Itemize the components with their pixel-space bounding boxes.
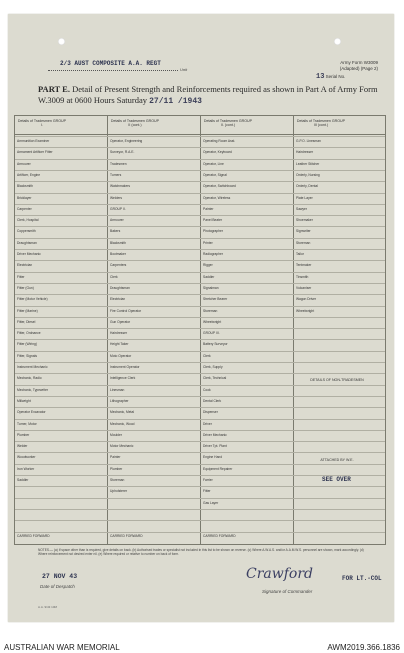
- group-header-1: Details of Tradesmen GROUP I.: [17, 119, 67, 128]
- trade-label: Plate Layer: [296, 195, 313, 200]
- trade-label: Shoemaker: [296, 218, 313, 223]
- trade-label: Blacksmith: [17, 184, 33, 189]
- table-row: [15, 136, 385, 137]
- serial-label: Serial No.: [325, 74, 346, 79]
- trade-label: Operator, Line: [203, 161, 224, 166]
- trade-label: Carpenter: [17, 206, 32, 211]
- carried-forward-label: CARRIED FORWARD: [17, 534, 50, 538]
- trade-label: Carpenters: [110, 263, 127, 268]
- trade-label: Farrier: [203, 478, 213, 482]
- commander-signature: Crawford: [246, 566, 313, 582]
- trade-label: Driver Mechanic: [17, 252, 41, 256]
- trade-label: Upholsterer: [110, 489, 128, 494]
- trade-label: Fitter, Ordnance: [17, 331, 41, 336]
- table-row: [15, 396, 385, 397]
- trade-label: Storeman: [203, 308, 218, 313]
- trade-label: Equipment Repairer: [203, 466, 233, 471]
- trade-label: Operator, Signal: [203, 172, 227, 177]
- caption-right: AWM2019.366.1836: [327, 643, 400, 652]
- trade-label: Gas Layer: [203, 500, 219, 505]
- print-code: A.A. 9/43 10M: [38, 605, 58, 609]
- trade-label: GROUP III.: [203, 331, 220, 336]
- trade-label: Clerk, Supply: [203, 365, 223, 369]
- trade-label: Hairdresser: [296, 150, 314, 155]
- trade-label: Iron Worker: [17, 466, 35, 471]
- table-row: [15, 532, 385, 533]
- trade-label: Coppersmith: [17, 229, 36, 234]
- table-row: [15, 373, 385, 374]
- army-form-number: Army Form W3009: [340, 60, 378, 65]
- trade-label: Clerk: [203, 353, 211, 358]
- trade-label: Tentmaker: [296, 263, 312, 268]
- trade-label: Plumber: [110, 466, 123, 471]
- trade-label: Wheelwright: [296, 308, 315, 313]
- table-row: [15, 249, 385, 250]
- trade-label: Instrument Mechanic: [17, 365, 48, 369]
- trade-label: Fitter (Marine): [17, 308, 38, 313]
- table-row: [15, 328, 385, 329]
- trade-label: Storeman: [110, 478, 125, 482]
- trade-label: Operator, Engineering: [110, 139, 143, 143]
- trade-label: Mechanic, Typewriter: [17, 387, 49, 392]
- trade-label: GROUP II.: [110, 206, 126, 211]
- trade-label: Mechanic, Metal: [110, 410, 135, 415]
- trade-label: Moulder: [110, 432, 122, 437]
- trade-label: Woodworker: [17, 455, 36, 460]
- trade-label: Armourer: [110, 218, 124, 223]
- trade-label: Driver: [203, 421, 212, 426]
- trade-label: Tradesmen: [110, 161, 127, 166]
- table-row: [15, 181, 385, 182]
- table-row: [15, 272, 385, 273]
- trade-label: Fitter: [17, 274, 25, 279]
- signature-label: Signature of Commander: [262, 589, 313, 594]
- trade-label: Printer: [203, 240, 213, 245]
- trade-label: Cook: [203, 387, 211, 392]
- trade-label: Turners: [110, 172, 122, 177]
- table-row: [15, 226, 385, 227]
- trade-label: Armourer: [17, 161, 31, 166]
- serial-number: 13: [316, 73, 325, 81]
- trade-label: Welder: [17, 444, 28, 449]
- trade-label: Painter: [203, 206, 214, 211]
- unit-underline: [48, 70, 178, 71]
- trade-label: Driver Tpt. Plant: [203, 444, 227, 449]
- title-text: Detail of Present Strength and Reinforcements required as shown in Part A of Army Form W.3009 at 0600 Hours Saturday: [38, 84, 378, 105]
- trade-label: Operator, Wireless: [203, 195, 231, 200]
- table-row: [15, 170, 385, 171]
- perforation-strip: [8, 0, 394, 15]
- trade-label: Draughtsman: [110, 285, 130, 290]
- trade-label: Wheelwright: [203, 319, 222, 324]
- trade-label: Motor Mechanic: [110, 444, 134, 449]
- trade-label: Fitter (Wiring): [17, 342, 37, 347]
- signature-suffix: FOR LT.-COL: [342, 575, 382, 582]
- form-notes: NOTES.— (a) If space other than is required, give details on back. (b) Authorised trades or specialist not included in this list to be shown on reverse. (c) Where A.W.A.S. and/or A.A.M.W.S. personnel are shown, mark accordingly. (d) Where reinforcement not desired enter nil. (e) Where required or relative to number on back of form.: [38, 548, 364, 557]
- trade-label: Wagon Driver: [296, 297, 317, 302]
- trade-label: Electrician: [17, 263, 33, 268]
- trade-label: Photographer: [203, 229, 223, 234]
- table-row: [15, 362, 385, 363]
- table-row: [15, 452, 385, 453]
- trade-label: Gun Operator: [110, 319, 131, 324]
- trade-label: Orderly, Dental: [296, 184, 318, 189]
- trade-label: Plumber: [17, 432, 30, 437]
- trade-label: Moto Operator: [110, 353, 132, 358]
- trade-label: G.P.O. Linesman: [296, 139, 321, 143]
- table-row: [15, 159, 385, 160]
- table-row: [15, 407, 385, 408]
- trade-label: Height Taker: [110, 342, 129, 347]
- trade-label: Leather Stitcher: [296, 161, 320, 166]
- table-row: [15, 294, 385, 295]
- trade-label: Engine Hand: [203, 455, 223, 460]
- trade-label: Watchmakers: [110, 184, 131, 189]
- table-row: [15, 498, 385, 499]
- table-row: [15, 260, 385, 261]
- serial-box: [316, 73, 378, 81]
- trade-label: Draughtsman: [17, 240, 37, 245]
- trade-label: Operator, Keyboard: [203, 150, 232, 155]
- trade-label: Saddler: [17, 478, 29, 482]
- trade-label: Stretcher Bearer: [203, 297, 228, 302]
- trade-label: Welders: [110, 195, 123, 200]
- trade-label: Operating Room Asst.: [203, 139, 236, 143]
- table-row: [15, 385, 385, 386]
- attached-by-we: ATTACHED BY W.E.: [320, 458, 354, 462]
- table-row: [15, 464, 385, 465]
- table-row: [15, 351, 385, 352]
- trade-label: Saddler: [203, 274, 215, 279]
- title-part: PART E.: [38, 84, 70, 94]
- trade-label: Ammunition Examiner: [17, 139, 50, 143]
- trade-label: Dental Clerk: [203, 398, 222, 403]
- trade-label: Tailor: [296, 252, 304, 256]
- table-row: [15, 520, 385, 521]
- table-row: [15, 283, 385, 284]
- trade-label: Dispenser: [203, 410, 218, 415]
- trade-label: Signwriter: [296, 229, 311, 234]
- despatch-date: 27 NOV 43: [42, 573, 78, 580]
- trade-label: Driver Mechanic: [203, 432, 227, 437]
- trade-label: Panel Beater: [203, 218, 223, 223]
- trade-label: Intelligence Clerk: [110, 376, 136, 381]
- trade-label: Lithographer: [110, 398, 129, 403]
- table-row: [15, 204, 385, 205]
- trade-label: Mechanic, Radio: [17, 376, 42, 381]
- trade-label: Mechanic, Wood: [110, 421, 135, 426]
- table-row: [15, 430, 385, 431]
- trade-label: Hairdresser: [110, 331, 128, 336]
- trade-label: Painter: [110, 455, 121, 460]
- carried-forward-label: CARRIED FORWARD: [203, 534, 236, 538]
- army-form-sub: (Adapted) (Page 2): [339, 65, 378, 71]
- trade-label: Operator Excavator: [17, 410, 46, 415]
- trade-label: Linesman: [110, 387, 125, 392]
- punch-hole: [58, 38, 65, 45]
- unit-label: Unit: [180, 67, 188, 72]
- see-over-stamp: SEE OVER: [322, 476, 351, 483]
- trade-label: Clerk, Technical: [203, 376, 227, 381]
- despatch-label: Date of Despatch: [40, 584, 75, 589]
- punch-hole: [334, 38, 341, 45]
- title-date: 27/11 /1943: [149, 97, 202, 106]
- trade-label: Fire Control Operator: [110, 308, 142, 313]
- trade-label: Storeman: [296, 240, 311, 245]
- trade-label: Surveyor, R.A.E.: [110, 150, 135, 155]
- form-title: [38, 84, 378, 107]
- group-header-2: Details of Tradesmen GROUP II (cont.): [110, 119, 160, 128]
- group-header-4: Details of Tradesmen GROUP III (cont.): [296, 119, 346, 128]
- table-row: [15, 441, 385, 442]
- trade-label: Signalman: [203, 285, 219, 290]
- trade-label: Fitter, Diesel: [17, 319, 36, 324]
- trade-label: Sawyer: [296, 206, 307, 211]
- trade-label: Electrician: [110, 297, 126, 302]
- caption-left: AUSTRALIAN WAR MEMORIAL: [4, 643, 120, 652]
- trade-label: Artificer, Engine: [17, 172, 41, 177]
- table-row: [15, 317, 385, 318]
- table-row: [15, 215, 385, 216]
- table-row: [15, 193, 385, 194]
- trade-label: Blacksmith: [110, 240, 126, 245]
- trade-label: Clerk, Hospital: [17, 218, 39, 223]
- unit-name: 2/3 AUST COMPOSITE A.A. REGT: [60, 60, 161, 67]
- trade-label: Fitter, Signals: [17, 353, 37, 358]
- group-header-3: Details of Tradesmen GROUP II. (cont.): [203, 119, 253, 128]
- table-row: [15, 147, 385, 148]
- trade-label: Fitter (Gun): [17, 285, 34, 290]
- table-row: [15, 339, 385, 340]
- table-row: [15, 509, 385, 510]
- trade-label: Battery Surveyor: [203, 342, 228, 347]
- trade-label: Armament Artificer Fitter: [17, 150, 53, 155]
- trade-label: Turner, Motor: [17, 421, 37, 426]
- trade-label: Instrument Operator: [110, 365, 140, 369]
- table-row: [15, 486, 385, 487]
- trade-label: Fitter: [203, 489, 211, 494]
- table-row: [15, 419, 385, 420]
- table-row: [15, 238, 385, 239]
- trade-label: Millwright: [17, 398, 31, 403]
- trade-label: Bakers: [110, 229, 121, 234]
- trade-label: Operator, Switchboard: [203, 184, 236, 189]
- table-row: [15, 306, 385, 307]
- carried-forward-label: CARRIED FORWARD: [110, 534, 143, 538]
- trade-label: Radiographer: [203, 252, 223, 256]
- trade-label: Bricklayer: [17, 195, 32, 200]
- trade-label: Fitter (Motor Vehicle): [17, 297, 48, 302]
- trade-label: Bootmaker: [110, 252, 126, 256]
- trade-label: Tinsmith: [296, 274, 309, 279]
- army-form-ref: [318, 60, 378, 71]
- trade-label: Orderly, Nursing: [296, 172, 320, 177]
- trade-label: Rigger: [203, 263, 213, 268]
- trade-label: Vulcaniser: [296, 285, 312, 290]
- non-tradesmen-heading: DETAILS OF NON-TRADESMEN: [310, 378, 364, 382]
- trade-label: Clerk: [110, 274, 118, 279]
